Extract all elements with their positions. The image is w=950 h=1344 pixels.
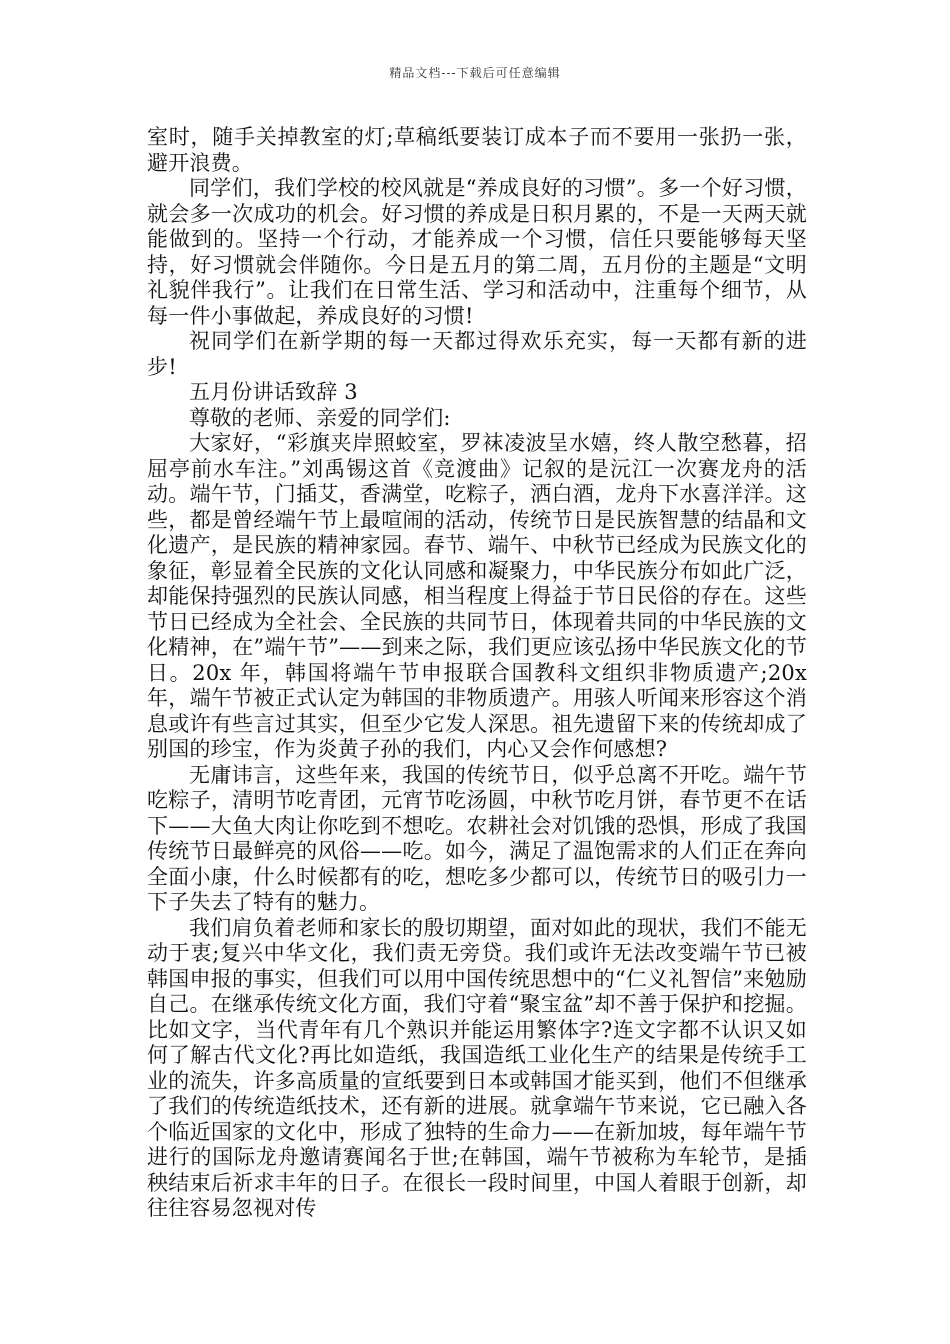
salutation: 尊敬的老师、亲爱的同学们: bbox=[189, 405, 451, 430]
section-title: 五月份讲话致辞 3 bbox=[189, 380, 358, 404]
page-header: 精品文档---下载后可任意编辑 bbox=[389, 66, 561, 80]
paragraph-7: 无庸讳言，这些年来，我国的传统节日，似乎总离不开吃。端午节吃粽子，清明节吃青团，元宵节吃汤圆，中秋节吃月饼，春节更不在话下——大鱼大肉让你吃到不想吃。农耕社会对饥饿的恐惧，形成了我国传统节日最鲜亮的风俗——吃。如今，满足了温饱需求的人们正在奔向全面小康，什么时候都有的吃，想吃多少都可以，传统节日的吸引力一下子失去了特有的魅力。 bbox=[147, 762, 807, 914]
paragraph-8: 我们肩负着老师和家长的殷切期望，面对如此的现状，我们不能无动于衷;复兴中华文化，我们责无旁贷。我们或许无法改变端午节已被韩国申报的事实，但我们可以用中国传统思想中的“仁义礼智信”来勉励自己。在继承传统文化方面，我们守着“聚宝盆”却不善于保护和挖掘。比如文字，当代青年有几个熟识并能运用繁体字?连文字都不认识又如何了解古代文化?再比如造纸，我国造纸工业化生产的结果是传统手工业的流失，许多高质量的宣纸要到日本或韩国才能买到，他们不但继承了我们的传统造纸技术，还有新的进展。就拿端午节来说，它已融入各个临近国家的文化中，形成了独特的生命力——在新加坡，每年端午节进行的国际龙舟邀请赛闻名于世;在韩国，端午节被称为车轮节，是插秧结束后祈求丰年的日子。在很长一段时间里，中国人着眼于创新，却往往容易忽视对传 bbox=[147, 915, 807, 1220]
paragraph-3: 祝同学们在新学期的每一天都过得欢乐充实，每一天都有新的进步! bbox=[147, 329, 807, 379]
paragraph-1: 室时，随手关掉教室的灯;草稿纸要装订成本子而不要用一张扔一张，避开浪费。 bbox=[147, 125, 807, 175]
document-body bbox=[147, 125, 807, 1222]
paragraph-2: 同学们，我们学校的校风就是“养成良好的习惯”。多一个好习惯，就会多一次成功的机会。好习惯的养成是日积月累的，不是一天两天就能做到的。坚持一个行动，才能养成一个习惯，信任只要能够每天坚持，好习惯就会伴随你。今日是五月的第二周，五月份的主题是“文明礼貌伴我行”。让我们在日常生活、学习和活动中，注重每个细节，从每一件小事做起，养成良好的习惯! bbox=[147, 176, 807, 328]
paragraph-6: 大家好，“彩旗夹岸照蛟室，罗袜凌波呈水嬉，终人散空愁暮，招屈亭前水车注。”刘禹锡这首《竞渡曲》记叙的是沅江一次赛龙舟的活动。端午节，门插艾，香满堂，吃粽子，洒白酒，龙舟下水喜洋洋。这些，都是曾经端午节上最喧闹的活动，传统节日是民族智慧的结晶和文化遗产，是民族的精神家园。春节、端午、中秋节已经成为民族文化的象征，彰显着全民族的文化认同感和凝聚力，中华民族分布如此广泛，却能保持强烈的民族认同感，相当程度上得益于节日民俗的存在。这些节日已经成为全社会、全民族的共同节日，体现着共同的中华民族的文化精神，在”端午节”——到来之际，我们更应该弘扬中华民族文化的节日。20x 年，韩国将端午节申报联合国教科文组织非物质遗产;20x 年，端午节被正式认定为韩国的非物质遗产。用骇人听闻来形容这个消息或许有些言过其实，但至少它发人深思。祖先遗留下来的传统却成了别国的珍宝，作为炎黄子孙的我们，内心又会作何感想? bbox=[147, 431, 807, 761]
